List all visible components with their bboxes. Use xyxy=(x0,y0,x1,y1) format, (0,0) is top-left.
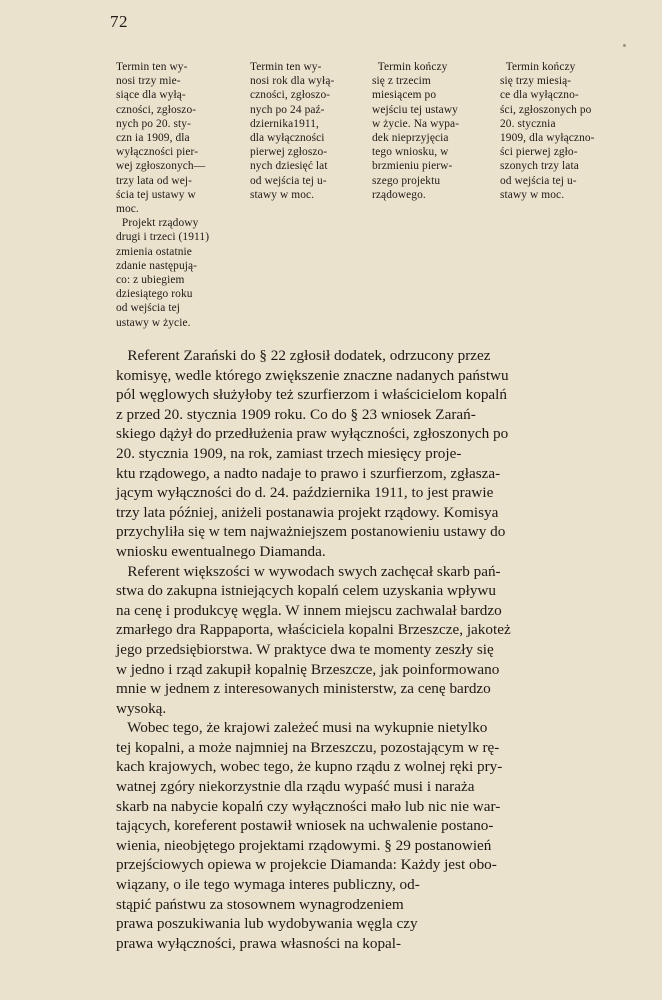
paper-speck xyxy=(623,44,626,47)
column-government-draft-2: Termin ten wy- nosi rok dla wyłą- czności, zgłoszo- nych po 24 paź- dziernika1911, dla wyłączności pierwej zgłoszo- nych dziesięć lat od wejścia tej u- stawy w moc. xyxy=(250,61,335,201)
column-commission-text: Termin kończy się trzy miesią- ce dla wyłączno- ści, zgłoszonych po 20. stycznia 1909, dla wyłączno- ści pierwej zgło- szonych trzy lata od wejścia tej u- stawy w moc. xyxy=(500,61,595,201)
column-diamand-motion: Termin kończy się z trzecim miesiącem po wejściu tej ustawy w życie. Na wypa- dek nieprzyjęcia tego wniosku, w brzmieniu pierw- szego projektu rządowego. xyxy=(372,61,460,201)
page-number: 72 xyxy=(110,12,128,31)
comparison-columns xyxy=(116,60,626,340)
body-paragraphs: Referent Zarański do § 22 zgłosił dodatek, odrzucony przez komisyę, wedle którego zwiększenie znaczne nadanych państwu pól węglowych służyłoby też szurfierzom i właścicielom kopalń z przed 20. stycznia 1909 roku. Co do § 23 wniosek Zarań- skiego dążył do przedłużenia praw wyłączności, zgłoszonych po 20. stycznia 1909, na rok, zamiast trzech miesięcy proje- ktu rządowego, a nadto nadaje to prawo i szurfierzom, zgłasza- jącym wyłączności do d. 24. października 1911, to jest prawie trzy lata później, aniżeli postanawia projekt rządowy. Komisya przychyliła się w tem najważniejszem postanowieniu ustawy do wniosku ewentualnego Diamanda. Referent większości w wywodach swych zachęcał skarb pań- stwa do zakupna istniejących kopalń celem uzyskania wpływu na cenę i produkcyę węgla. W innem miejscu zachwalał bardzo zmarłego dra Rappaporta, właściciela kopalni Brzeszcze, jakoteż jego przedsiębiorstwa. W praktyce dwa te momenty zeszły się w jedno i rząd zakupił kopalnię Brzeszcze, jak poinformowano mnie w jednem z interesowanych ministerstw, za cenę bardzo wysoką. Wobec tego, że krajowi zależeć musi na wykupnie nietylko tej kopalni, a może najmniej na Brzeszczu, pozostającym w rę- kach krajowych, wobec tego, że kupno rządu z wolnej ręki pry- watnej zgóry niekorzystnie dla rządu wypaść musi i naraża skarb na nabycie kopalń czy wyłączności mało lub nic nie war- tających, koreferent postawił wniosek na uchwalenie postano- wienia, nieobjętego projektami rządowymi. § 29 postanowień przejściowych opiewa w projekcie Diamanda: Każdy jest obo- wiązany, o ile tego wymaga interes publiczny, od- stąpić państwu za stosownem wynagrodzeniem prawa poszukiwania lub wydobywania węgla czy prawa wyłączności, prawa własności na kopal- xyxy=(116,347,511,952)
column-government-draft-1: Termin ten wy- nosi trzy mie- siące dla wyłą- czności, zgłoszo- nych po 20. sty- czn ia 1909, dla wyłączności pier- wej zgłoszonych— trzy lata od wej- ścia tej ustawy w moc. Projekt rządowy drugi i trzeci (1911) zmienia ostatnie zdanie następują- co: z ubiegiem dziesiątego roku od wejścia tej ustawy w życie. xyxy=(116,61,210,329)
